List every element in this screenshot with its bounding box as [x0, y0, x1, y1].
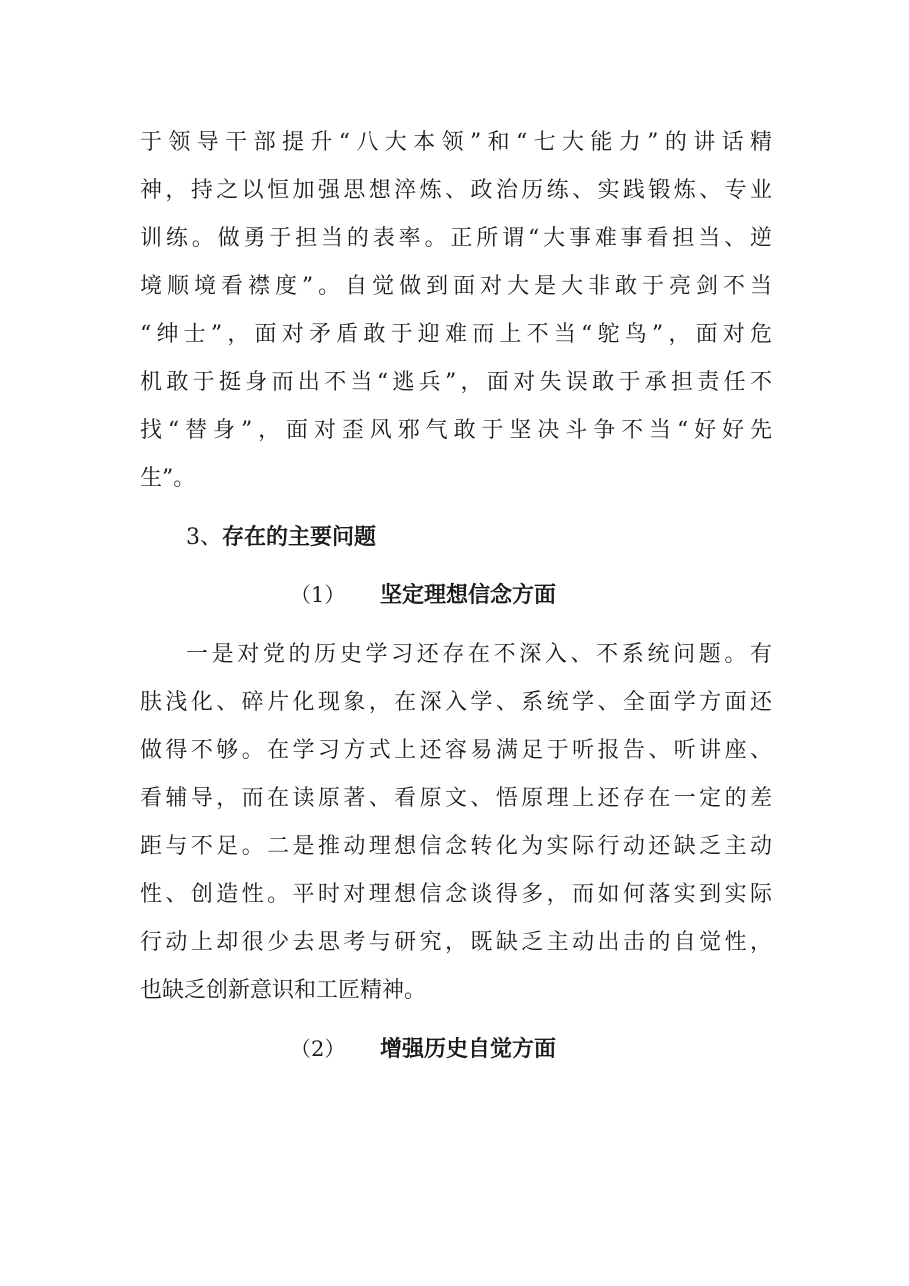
paragraph-line: “绅士”，面对矛盾敢于迎难而上不当“鸵鸟”，面对危 [140, 322, 772, 347]
subsection-number: （2） [290, 1037, 346, 1061]
paragraph-line: 肤浅化、碎片化现象，在深入学、系统学、全面学方面还 [140, 690, 772, 715]
paragraph-line: 找“替身”，面对歪风邪气敢于坚决斗争不当“好好先 [140, 418, 772, 443]
paragraph-line: 性、创造性。平时对理想信念谈得多，而如何落实到实际 [140, 882, 772, 907]
section-title: 存在的主要问题 [222, 524, 377, 550]
paragraph-line: 距与不足。二是推动理想信念转化为实际行动还缺乏主动 [140, 834, 772, 859]
paragraph-line: 看辅导，而在读原著、看原文、悟原理上还存在一定的差 [140, 786, 772, 811]
paragraph-line: 行动上却很少去思考与研究，既缺乏主动出击的自觉性， [140, 930, 772, 955]
section-heading [186, 522, 376, 552]
section-number: 3、 [186, 525, 222, 550]
paragraph-line: 一是对党的历史学习还存在不深入、不系统问题。有 [186, 642, 772, 667]
paragraph-line: 训练。做勇于担当的表率。正所谓“大事难事看担当、逆 [140, 226, 772, 251]
paragraph-line: 也缺乏创新意识和工匠精神。 [140, 978, 427, 1003]
paragraph-line: 于领导干部提升“八大本领”和“七大能力”的讲话精 [140, 130, 772, 155]
paragraph-line: 境顺境看襟度”。自觉做到面对大是大非敢于亮剑不当 [140, 274, 772, 299]
subsection-number: （1） [290, 583, 346, 607]
paragraph-line: 机敢于挺身而出不当“逃兵”，面对失误敢于承担责任不 [140, 370, 772, 395]
paragraph-line: 做得不够。在学习方式上还容易满足于听报告、听讲座、 [140, 738, 772, 763]
paragraph-line: 生”。 [140, 466, 196, 491]
paragraph-line: 神，持之以恒加强思想淬炼、政治历练、实践锻炼、专业 [140, 178, 772, 203]
subsection-title: 增强历史自觉方面 [380, 1036, 557, 1062]
subsection-title: 坚定理想信念方面 [380, 582, 557, 608]
